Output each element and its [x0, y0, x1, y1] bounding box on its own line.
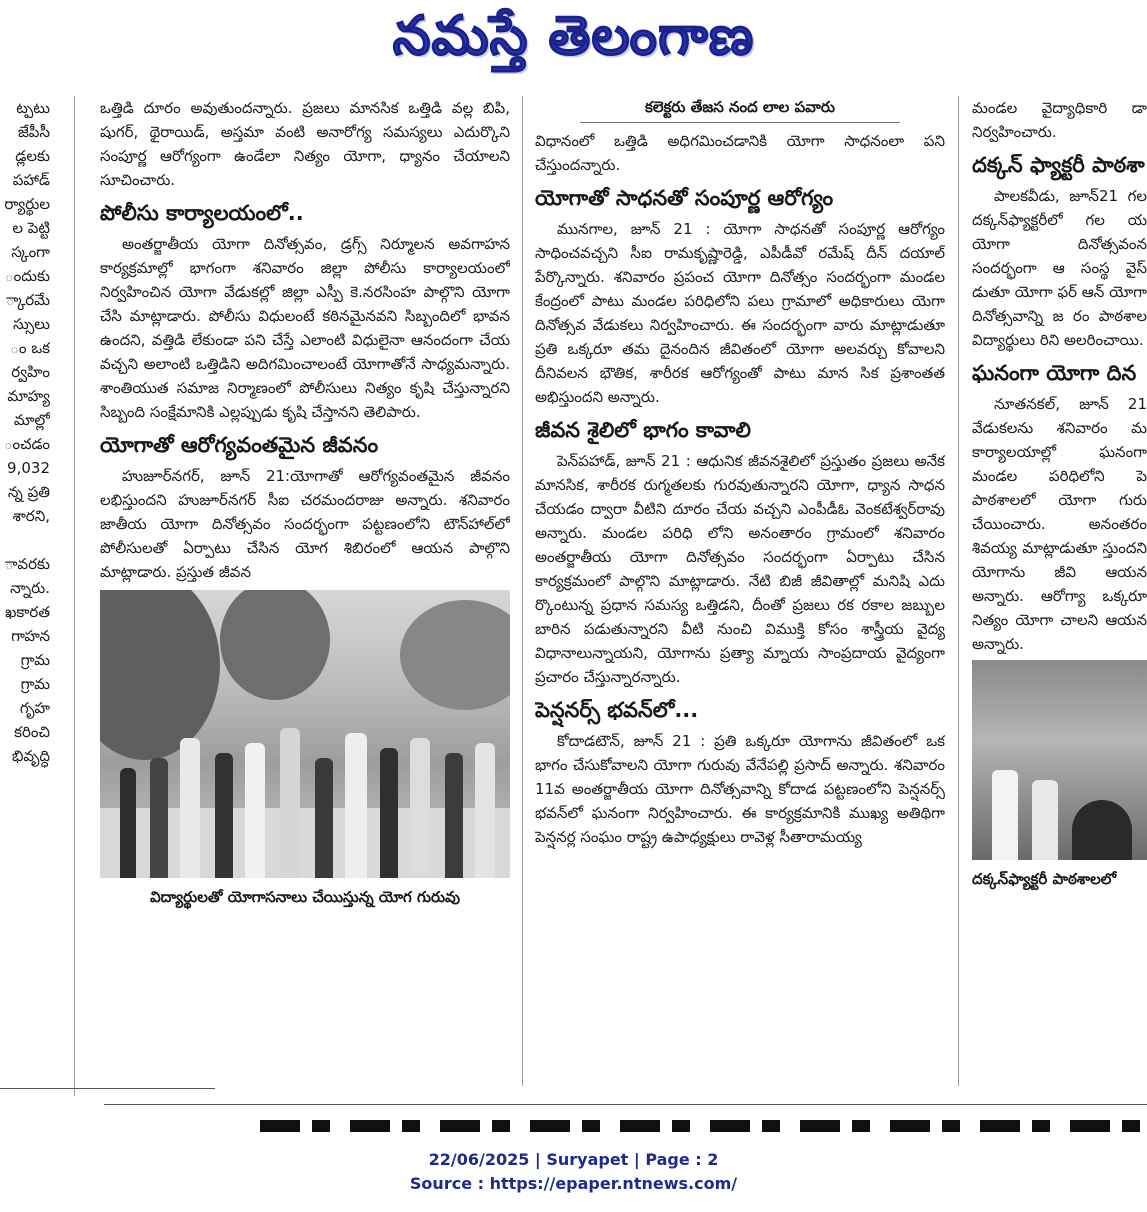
photo-caption-deccan: దక్కన్‌ఫ్యాక్టరీ పాఠశాలలో — [972, 870, 1117, 888]
left-clipped-line: స్సులు — [13, 315, 50, 333]
headline-police-office: పోలీసు కార్యాలయంలో.. — [100, 201, 304, 225]
column-rule — [74, 96, 75, 1096]
col1-intro: ఒత్తిడి దూరం అవుతుందన్నారు. ప్రజలు మానసిక ఒత్తిడి వల్ల బిపి, షుగర్, థైరాయిడ్, అస్తమా వంటి అనారోగ్య సమస్యలు ఎదుర్కొని సంపూర్ణ ఆరోగ్యంగా ఉండేలా నిత్యం యోగా, ధ్యానం చేయాలని సూచించారు. — [100, 99, 510, 189]
left-clipped-line: న్నారు. — [10, 579, 50, 597]
left-clipped-line: గాహన — [11, 627, 50, 645]
headline-lifestyle: జీవన శైలిలో భాగం కావాలి — [535, 418, 751, 442]
article-column-2 — [535, 96, 945, 1086]
left-clipped-line: న్న ప్రతి — [7, 483, 50, 501]
left-clipped-line: ర్యార్థుల — [4, 195, 50, 213]
article-grand-yoga: నూతనకల్, జూన్ 21 వేడుకలను శనివారం మ కార్యాలయాల్లో ఘనంగా మండల పరిధిలోని పె పాఠశాలలో యోగా గురు చేయించారు. అనంతరం శివయ్య మాట్లాడుతూ స్తుందని యోగాను జీవి ఆయన అన్నారు. ఆరోగ్యా ఒక్కరూ నిత్యం యోగా చాలని ఆయన అన్నారు. — [972, 395, 1147, 653]
left-clipped-line: ం ఒక — [10, 339, 50, 357]
left-clipped-line: డ్లలకు — [15, 147, 50, 165]
page-bottom-rule — [104, 1104, 1147, 1105]
left-clipped-line: ల పెట్టి — [12, 219, 50, 237]
left-clipped-line: ంచడం — [3, 435, 50, 453]
article-sadhana: మునగాల, జూన్ 21 : యోగా సాధనతో సంపూర్ణ ఆరోగ్యం సాధించవచ్చని సీఐ రామకృష్ణారెడ్డి, ఎపీడీవో రమేష్ దీన్ దయాల్ పేర్కొన్నారు. శనివారం ప్రపంచ యోగా దినోత్సం సందర్భంగా మండల కేంద్రంలో పాటు మండల పరిధిలోని పలు గ్రామాలో అధికారులు యెగా దినోత్సవ వేడుకలు నిర్వహించారు. ఈ సందర్భంగా వారు మాట్లాడుతూ ప్రతి ఒక్కరూ తమ దైనందిన జీవితంలో యోగా అలవర్చు కోవాలని దీనివలన భౌతిక, శారీరక ఆరోగ్యంతో పాటు మాన సిక ప్రశాంతత అభిస్తుందని అన్నారు. — [535, 220, 945, 406]
left-clipped-line: ్కారమే — [5, 291, 50, 309]
caption-rule — [580, 122, 900, 123]
masthead — [0, 0, 1147, 92]
headline-deccan: దక్కన్ ఫ్యాక్టరీ పాఠశా — [972, 153, 1145, 177]
next-headline-fragment — [260, 1120, 1147, 1132]
top-photo-caption: కలెక్టరు తేజస నంద లాల పవారు — [645, 98, 835, 116]
column-rule — [958, 96, 959, 1086]
article-police-office: అంతర్జాతీయ యోగా దినోత్సవం, డ్రగ్స్ నిర్మూలన అవగాహన కార్యక్రమాల్లో భాగంగా శనివారం జిల్లా పోలీసు కార్యాలయంలో నిర్వహించిన యోగా వేడుకల్లో జిల్లా ఎస్పీ కె.నరసింహ పాల్గొని యోగా చేసి మాట్లాడారు. పోలీసు విధులంటే కఠినమైనవని సిబ్బందిలో భావన ఉందని, వత్తిడి లేకుండా పని చేస్తే ఎలాంటి విధులైనా ఆనందంగా చేయ వచ్చని అలాంటి ఒత్తిడిని అదిగమించాలంటే యోగాతోనే సాధ్యమన్నారు. శాంతియుత సమాజ నిర్మాణంలో పోలీసులు నిత్యం కృషి చేస్తున్నారని సిబ్బంది సంక్షేమానికి ఎల్లప్పుడు కృషి చేస్తానని తెలిపారు. — [100, 235, 510, 421]
page-bottom-rule-left — [0, 1088, 215, 1089]
left-clipped-line: 9,032 — [7, 459, 50, 477]
headline-pensioners: పెన్షనర్స్ భవన్‌లో... — [535, 698, 699, 722]
article-pensioners: కోదాడటౌన్, జూన్ 21 : ప్రతి ఒక్కరూ యోగాను జీవితంలో ఒక భాగం చేసుకోవాలని యోగా గురువు వేనేపల్లి ప్రసాద్ అన్నారు. శనివారం 11వ అంతర్జాతీయ యోగా దినోత్సవాన్ని కోదాడ పట్టణంలోని పెన్షనర్స్ భవన్‌లో ఘనంగా నిర్వహించారు. ఈ కార్యక్రమానికి ముఖ్య అతిథిగా పెన్షనర్ల సంఘం రాష్ట్ర ఉపాధ్యక్షులు రావెళ్ల సీతారామయ్య — [535, 732, 945, 846]
left-clipped-line: గృహ — [19, 699, 50, 717]
photo-caption-students: విద్యార్థులతో యోగాసనాలు చేయిస్తున్న యోగ గురువు — [149, 888, 461, 906]
left-clipped-line: గ్రామ — [20, 675, 50, 693]
article-column-1 — [100, 96, 510, 1086]
footer-date-edition: 22/06/2025 | Suryapet | Page : 2 — [428, 1150, 719, 1169]
left-clipped-line: ందుకు — [4, 267, 50, 285]
left-clipped-line: శారని, — [12, 507, 50, 525]
article-lifestyle: పెన్‌పహాడ్, జూన్ 21 : ఆధునిక జీవనశైలిలో ప్రస్తుతం ప్రజలు అనేక మానసిక, శారీరక రుగ్మతలకు గురవుతున్నారని యోగా, ధ్యాన సాధన చేయడం ద్వారా వీటిని దూరం చేయ వచ్చని ఎంపీడీఓ వెంకటేశ్వర్‌రావు అన్నారు. మండల పరిధి లోని అనంతారం గ్రామంలో శనివారం అంతర్జాతీయ యోగా దినోత్సవం సందర్భంగా ఏర్పాటు చేసిన కార్యక్రమంలో పాల్గొని మాట్లాడారు. నేటి బిజీ జీవితాల్లో మనిషి ఎదు ర్కొంటున్న ప్రధాన సమస్య ఒత్తిడని, దీంతో ప్రజలు రక రకాల జబ్బుల బారిన పడుతున్నారని వీటి నుంచి విముక్తి కోసం శాస్త్రీయ వైద్య విధానాలున్నాయని, యోగాను ప్రత్యా మ్నాయ సాంప్రదాయ వైద్యంగా ప్రచారం చేస్తున్నారన్నారు. — [535, 452, 945, 686]
left-clipped-line: గ్రామ — [20, 651, 50, 669]
left-clipped-line: ర్వహిం — [11, 363, 50, 381]
left-clipped-line: ట్పటు — [16, 99, 50, 117]
col2-intro: విధానంలో ఒత్తిడి అధిగమించడానికి యోగా సాధనంలా పని చేస్తుందన్నారు. — [535, 132, 945, 174]
left-clipped-line: మాహ్య — [7, 387, 50, 405]
headline-grand-yoga: ఘనంగా యోగా దిన — [972, 361, 1137, 385]
page-footer — [0, 1148, 1147, 1196]
left-clipped-line: పహాడ్ — [12, 171, 50, 189]
left-clipped-line: ావరకు — [4, 555, 50, 573]
deccan-school-photo — [972, 660, 1147, 860]
left-clipped-line: మాల్లో — [13, 411, 50, 429]
article-healthy-life: హుజూర్‌నగర్, జూన్ 21:యోగాతో ఆరోగ్యవంతమైన జీవనం లభిస్తుందని హుజూర్‌నగర్ సీఐ చరమందరాజు అన్నారు. శనివారం జాతీయ యోగా దినోత్సవం సందర్భంగా పట్టణంలోని టౌన్‌హాల్‌లో పోలీసులతో ఏర్పాటు చేసిన యోగ శిబిరంలో ఆయన పాల్గొని మాట్లాడారు. ప్రస్తుత జీవన — [100, 467, 510, 581]
left-clipped-line: భివృద్ధి — [11, 747, 50, 765]
article-deccan: పాలకవీడు, జూన్21 గల దక్కన్‌ఫ్యాక్టరీలో గల య యోగా దినోత్సవంన సందర్భంగా ఆ సంస్థ వైస్ డుతూ యోగా ఫర్ ఆన్ యోగా దినోత్సవాన్ని జ రం పాఠశాల విద్యార్థులు రిని అలరించాయి. — [972, 187, 1147, 349]
article-column-3 — [972, 96, 1147, 1086]
left-clipped-column — [0, 96, 50, 1076]
footer-source: Source : https://epaper.ntnews.com/ — [409, 1174, 738, 1193]
col3-intro: మండల వైద్యాధికారి డా నిర్వహించారు. — [972, 99, 1147, 141]
yoga-students-photo — [100, 590, 510, 878]
headline-healthy-life: యోగాతో ఆరోగ్యవంతమైన జీవనం — [100, 433, 379, 457]
left-clipped-lines — [0, 96, 50, 768]
column-rule — [522, 96, 523, 1086]
left-clipped-line: జేపీసీ — [17, 123, 50, 141]
left-clipped-line: కరించి — [14, 723, 50, 741]
left-clipped-line: స్కంగా — [11, 243, 50, 261]
left-clipped-line: ఖకారత — [5, 603, 50, 621]
masthead-title: నమస్తే తెలంగాణ — [392, 4, 755, 67]
headline-sadhana: యోగాతో సాధనతో సంపూర్ణ ఆరోగ్యం — [535, 186, 834, 210]
